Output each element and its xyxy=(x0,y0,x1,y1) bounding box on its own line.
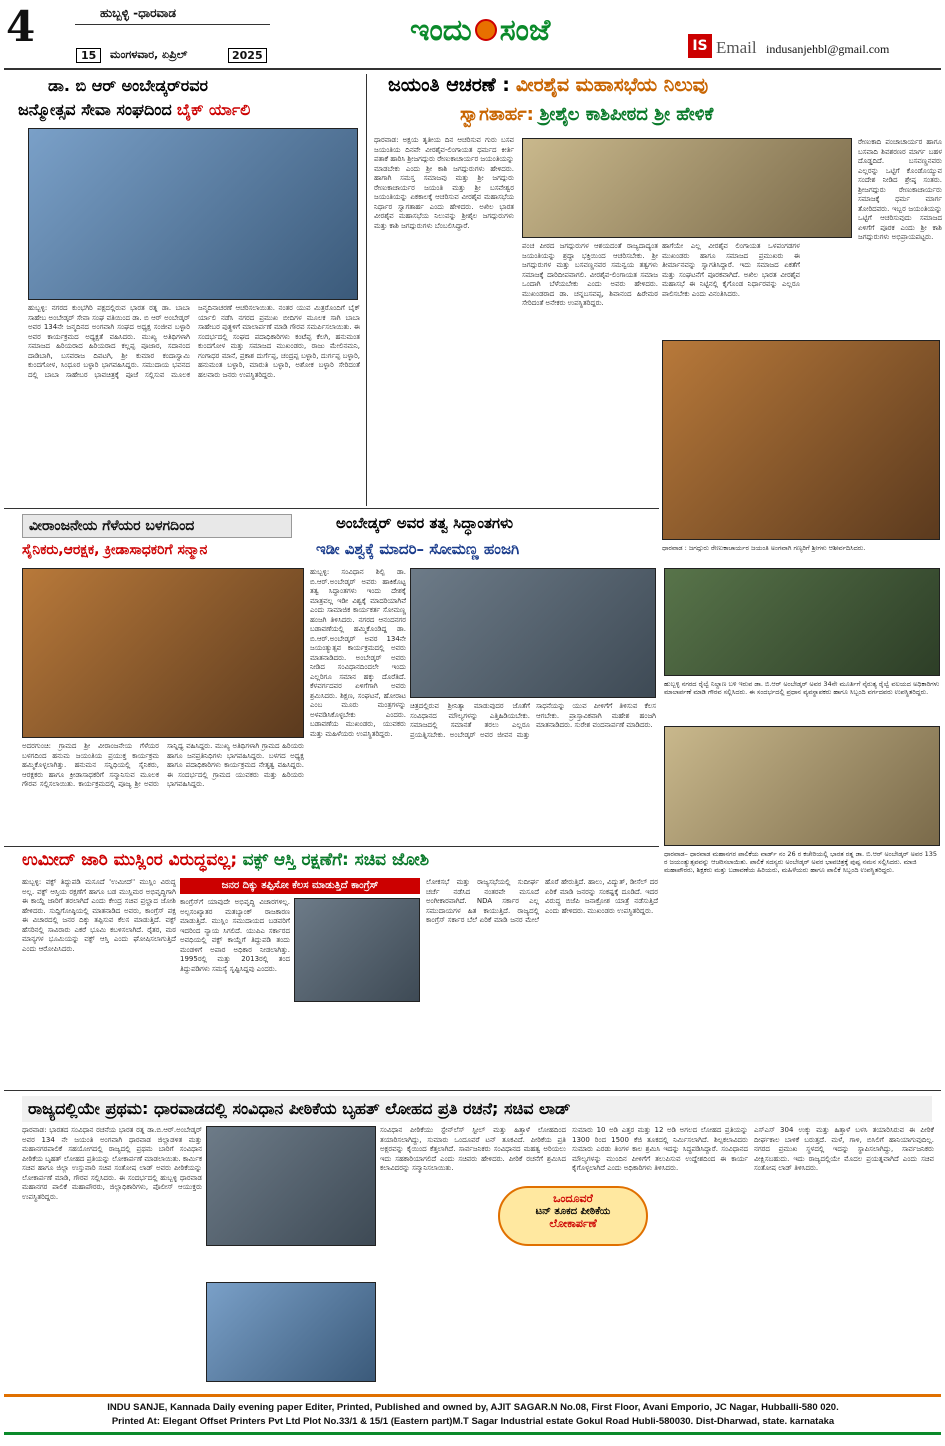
rally-body: ಹುಬ್ಬಳ್ಳಿ: ನಗರದ ಕುಂಭಗಿರಿ ಪಕ್ಷದಲ್ಲಿರುವ ಭಾರತ ರತ್ನ ಡಾ. ಬಾಬಾ ಸಾಹೇಬ ಅಂಬೇಡ್ಕರ್ ಸೇವಾ ಸಂಘ ವತಿಯಿಂದ ಡಾ. ಬಿ ಆರ್ ಅಂಬೇಡ್ಕರ್ ಅವರ 134ನೇ ಜನ್ಮದಿನದ ಅಂಗವಾಗಿ ಸಂಘದ ಅಧ್ಯಕ್ಷ ಸಂಜೀವ ಬಳ್ಳಾರಿ ಅವರ ಕಾರ್ಯಕ್ರಮದ ಅಧ್ಯಕ್ಷತೆ ವಹಿಸಿದರು. ಮುಖ್ಯ ಅತಿಥಿಗಳಾಗಿ ಸಮಾಜದ ಹಿರಿಯರಾದ ಹಿರಿಯರಾದ ಕಲ್ಲಪ್ಪ ಪೂಜಾರ, ಸದಾನಂದ ದಾಡಿಬಾಗಿ, ಬಸವರಾಜ ದಿವಟಗಿ, ಶ್ರೀ ಕುಮಾರ ಕಂದಾಸ್ವಾಮಿ ಕುಂದಗೋಳ, ಸಿಂಧೂರ ಬಳ್ಳಾರಿ ಭಾಗವಹಿಸಿದ್ದರು. ಸಮುದಾಯ ಭವನದ ದಲ್ಲಿ ಬಾಬಾ ಸಾಹೇಬರ ಭಾವಚಿತ್ರಕ್ಕೆ ಪೂಜೆ ಸಲ್ಲಿಸುವ ಮೂಲಕ ಜನ್ಮದಿನಾಚರಣೆ ಆಚರಿಸಲಾಯಿತು. ನಂತರ ಯುವ ಮಿತ್ರರೊಂದಿಗೆ ಬೈಕ್ ರ್ಯಾಲಿ ನಡೆಸಿ ನಗರದ ಪ್ರಮುಖ ಬೀದಿಗಳ ಮೂಲಕ ಸಾಗಿ ಬಾಬಾ ಸಾಹೇಬರ ಪುತ್ಥಳಿಗೆ ಮಾಲಾರ್ಪಣೆ ಮಾಡಿ ಗೌರವ ಸಮರ್ಪಿಸಲಾಯಿತು. ಈ ಸಂದರ್ಭದಲ್ಲಿ ಸಂಘದ ಪದಾಧಿಕಾರಿಗಳು ಕಂಟೆಪ್ಪ ಕೆಲಗಿ, ಹನುಮಂತ ಕುಂದಗೋಳ ಮತ್ತು ಸಮಾಜದ ಮುಖಂಡರು, ರಾಜು ಮೇಲಿನಮನಿ, ಗಂಗಾಧರ ಮಾನೆ, ಪ್ರಕಾಶ ದುರ್ಗೆಪ್ಪ, ಚಂದ್ರಪ್ಪ ಬಳ್ಳಾರಿ, ದುರ್ಗಪ್ಪ ಬಳ್ಳಾರಿ, ಹನುಮಂತ ಬಳ್ಳಾರಿ, ಮಾರುತಿ ಬಳ್ಳಾರಿ, ಅಶೋಕ ಬಳ್ಳಾರಿ ಸೇರಿದಂತೆ ಹಲವಾರು ಜನರು ಉಪಸ್ಥಿತರಿದ್ದರು. xyxy=(28,304,360,379)
newspaper-logo xyxy=(410,10,550,50)
date-year: 2025 xyxy=(228,48,267,63)
model-headline-highlight: ಇಡೀ ವಿಶ್ವಕ್ಕೆ ಮಾದರಿ– ಸೋಮಣ್ಣ ಹಂಜಗಿ xyxy=(316,540,520,558)
lad-body-col3: ಸುಮಾರು 10 ಅಡಿ ಎತ್ತರ ಮತ್ತು 12 ಅಡಿ ಅಗಲದ ಲೋಹದ ಪ್ರತಿಯನ್ನು 1300 ರಿಂದ 1500 ಕೆಜಿ ತೂಕದಲ್ಲಿ ನಿರ್ಮಿಸಲಾಗಿದೆ. ಶಿಲ್ಪಕಲಾವಿದರು ಸುಮಾರು ಎರಡು ತಿಂಗಳ ಕಾಲ ಶ್ರಮಿಸಿ ಇದನ್ನು ಸಿದ್ಧಪಡಿಸಿದ್ದಾರೆ. ಸಂವಿಧಾನದ ಮೌಲ್ಯಗಳನ್ನು ಮುಂದಿನ ಪೀಳಿಗೆಗೆ ತಲುಪಿಸುವ ಉದ್ದೇಶದಿಂದ ಈ ಕಾರ್ಯ ಕೈಗೊಳ್ಳಲಾಗಿದೆ ಎಂದು ಅಧಿಕಾರಿಗಳು ತಿಳಿಸಿದರು. xyxy=(572,1126,748,1172)
jayanti-body-col4: ರೇಣುಕಾದಿ ಪಂಚಾಚಾರ್ಯರ ಹಾಗೂ ಬಸವಾದಿ ಶಿವಶರಣರ ಮಾರ್ಗ ಬಹಳ ದೊಡ್ಡದಿದೆ. ಬಸವಣ್ಣನವರು ಎಲ್ಲರನ್ನು ಒಟ್ಟಿಗೆ ಕೊಂಡೊಯ್ಯುವ ಸಂದೇಶ ನೀಡಿದ ಶ್ರೇಷ್ಠ ಸಂತರು. ಶ್ರೀಜಗದ್ಗುರು ರೇಣುಕಾಚಾರ್ಯರು ಸಮಾಜಕ್ಕೆ ಧರ್ಮ ಮಾರ್ಗ ತೋರಿದವರು. ಇಬ್ಬರ ಜಯಂತಿಯನ್ನು ಒಟ್ಟಿಗೆ ಆಚರಿಸುವುದು ಸಮಾಜದ ಏಳಿಗೆಗೆ ಪೂರಕ ಎಂದು ಶ್ರೀ ಕಾಶಿ ಜಗದ್ಗುರುಗಳು ಅಭಿಪ್ರಾಯಪಟ್ಟರು. xyxy=(858,138,942,241)
article-lad xyxy=(8,1094,941,1392)
lad-body-col4: ಎಸ್ಎಸ್ 304 ಉಕ್ಕು ಮತ್ತು ಹಿತ್ತಾಳೆ ಬಳಸಿ ತಯಾರಿಸಿರುವ ಈ ಪೀಠಿಕೆ ದೀರ್ಘಕಾಲ ಬಾಳಿಕೆ ಬರುತ್ತದೆ. ಮಳೆ, ಗಾಳಿ, ಬಿಸಿಲಿಗೆ ಹಾನಿಯಾಗುವುದಿಲ್ಲ. ನಗರದ ಪ್ರಮುಖ ಸ್ಥಳದಲ್ಲಿ ಇದನ್ನು ಸ್ಥಾಪಿಸಲಾಗಿದ್ದು, ಸಾರ್ವಜನಿಕರು ವೀಕ್ಷಿಸಬಹುದು. ಇದು ರಾಜ್ಯದಲ್ಲಿಯೇ ಮೊದಲ ಪ್ರಯತ್ನವಾಗಿದೆ ಎಂದು ಸಚಿವ ಸಂತೋಷ ಲಾಡ್ ತಿಳಿಸಿದರು. xyxy=(754,1126,934,1172)
footer-line1: INDU SANJE, Kannada Daily evening paper Editer, Printed, Published and owned by, AJIT SAGAR.N No.08, First Floor, Avani Emporio, JC Nagar, Hubballi-580 020. xyxy=(107,1402,839,1413)
joshi-box: ಜನರ ದಿಕ್ಕು ತಪ್ಪಿಸೋ ಕೆಲಸ ಮಾಡುತ್ತಿದೆ ಕಾಂಗ್ರೆಸ್ xyxy=(180,878,420,894)
veeranjaneya-headline-highlight: ಸೈನಿಕರು,ಆರಕ್ಷಕ, ಕ್ರೀಡಾಸಾಧಕರಿಗೆ ಸನ್ಮಾನ xyxy=(22,542,208,558)
lad-body-col2: ಸಂವಿಧಾನ ಪೀಠಿಕೆಯು ಸ್ಟೇನ್‌ಲೆಸ್ ಸ್ಟೀಲ್ ಮತ್ತು ಹಿತ್ತಾಳೆ ಲೋಹದಿಂದ ತಯಾರಿಸಲಾಗಿದ್ದು, ಸುಮಾರು ಒಂದೂವರೆ ಟನ್ ತೂಕವಿದೆ. ಪೀಠಿಕೆಯ ಪ್ರತಿ ಅಕ್ಷರವನ್ನು ಕೈಯಿಂದ ಕೆತ್ತಲಾಗಿದೆ. ಸಾರ್ವಜನಿಕರು ಸಂವಿಧಾನದ ಮಹತ್ವ ಅರಿಯಲು ಇದು ಸಹಕಾರಿಯಾಗಲಿದೆ ಎಂದು ಸಚಿವರು ಹೇಳಿದರು. ಪೀಠಿಕೆ ರಚನೆಗೆ ಶ್ರಮಿಸಿದ ಕಲಾವಿದರನ್ನು ಸನ್ಮಾನಿಸಲಾಯಿತು. xyxy=(380,1126,566,1172)
jayanti-subhead: ಸ್ವಾಗತಾರ್ಹ: ಶ್ರೀಶೈಲ ಕಾಶಿಪೀಠದ ಶ್ರೀ ಹೇಳಿಕೆ xyxy=(460,104,714,125)
model-body: ಹುಬ್ಬಳ್ಳಿ: ಸಂವಿಧಾನ ಶಿಲ್ಪಿ ಡಾ. ಬಿ.ಆರ್.ಅಂಬೇಡ್ಕರ್ ಅವರು ಹಾಕಿಕೊಟ್ಟ ತತ್ವ ಸಿದ್ಧಾಂತಗಳು ಇಂದು ದೇಶಕ್ಕೆ ಮಾತ್ರವಲ್ಲ ಇಡೀ ವಿಶ್ವಕ್ಕೆ ಮಾದರಿಯಾಗಿವೆ ಎಂದು ಸಾಮಾಜಿಕ ಕಾರ್ಯಕರ್ತ ಸೋಮಣ್ಣ ಹಂಜಗಿ ತಿಳಿಸಿದರು. ನಗರದ ಆನಂದನಗರ ಬಡಾವಣೆಯಲ್ಲಿ ಹಮ್ಮಿಕೊಂಡಿದ್ದ ಡಾ. ಬಿ.ಆರ್.ಅಂಬೇಡ್ಕರ್ ಅವರ 134ನೇ ಜಯಂತ್ಯುತ್ಸವ ಕಾರ್ಯಕ್ರಮದಲ್ಲಿ ಅವರು ಮಾತನಾಡಿದರು. ಅಂಬೇಡ್ಕರ್ ಅವರು ನೀಡಿದ ಸಂವಿಧಾನದಿಂದಲೇ ಇಂದು ಎಲ್ಲರಿಗೂ ಸಮಾನ ಹಕ್ಕು ದೊರೆತಿದೆ. ಕೆಳವರ್ಗದವರ ಏಳಿಗೆಗಾಗಿ ಅವರು ಶ್ರಮಿಸಿದರು. ಶಿಕ್ಷಣ, ಸಂಘಟನೆ, ಹೋರಾಟ ಎಂಬ ಮೂರು ಮಂತ್ರಗಳನ್ನು ಅಳವಡಿಸಿಕೊಳ್ಳಬೇಕು ಎಂದರು. ಬಡಾವಣೆಯ ಮುಖಂಡರು, ಯುವಕರು ಮತ್ತು ಮಹಿಳೆಯರು ಉಪಸ್ಥಿತರಿದ್ದರು. xyxy=(310,568,406,738)
jayanti-body-col1: ಧಾರವಾಡ: ಅಕ್ಷಯ ತೃತೀಯ ದಿನ ಆಚರಿಸುವ ಗುರು ಬಸವ ಜಯಂತಿಯ ದಿನವೇ ವೀರಶೈವ-ಲಿಂಗಾಯತ ಧರ್ಮದ ಕೀರ್ತಿ ಪತಾಕೆ ಹಾರಿಸಿ ಶ್ರೀಜಗದ್ಗುರು ರೇಣುಕಾಚಾರ್ಯರ ಜಯಂತಿಯನ್ನು ಮಾಡಬೇಕು ಎಂದು ಶ್ರೀ ಕಾಶಿ ಜಗದ್ಗುರುಗಳು ಹೇಳಿದರು. ಹಾಗಾಗಿ ಸಮಸ್ತ ಸಮಾಜವು ಮತ್ತು ಶ್ರೀ ಜಗದ್ಗುರು ರೇಣುಕಾಚಾರ್ಯರ ಜಯಂತಿ ಮತ್ತು ಶ್ರೀ ಬಸವೇಶ್ವರ ಜಯಂತಿಯನ್ನು ಏಕಕಾಲಕ್ಕೆ ಆಚರಿಸುವ ವೀರಶೈವ ಮಹಾಸಭೆಯ ನಿರ್ಧಾರ ಸ್ವಾಗತಾರ್ಹ ಎಂದು ಹೇಳಿದರು. ಅಖಿಲ ಭಾರತ ವೀರಶೈವ ಮಹಾಸಭೆಯ ನಿಲುವನ್ನು ಶ್ರೀಶೈಲ ಜಗದ್ಗುರುಗಳು ಮತ್ತು ಕಾಶಿ ಜಗದ್ಗುರುಗಳು ಬೆಂಬಲಿಸಿದ್ದಾರೆ. xyxy=(374,136,514,230)
railway-caption: ಹುಬ್ಬಳ್ಳಿ ನಗರದ ರೈಲ್ವೆ ನಿಲ್ದಾಣ ಬಳಿ ಇರುವ ಡಾ. ಬಿ.ಆರ್ ಅಂಬೇಡ್ಕರ್ ಅವರ 34ನೇ ಮೂರ್ತಿಗೆ ನೈರುತ್ಯ ರೈಲ್ವೆ ವಲಯದ ಅಧಿಕಾರಿಗಳು ಮಾಲಾರ್ಪಣೆ ಮಾಡಿ ಗೌರವ ಸಲ್ಲಿಸಿದರು. ಈ ಸಂದರ್ಭದಲ್ಲಿ ಪ್ರಧಾನ ವ್ಯವಸ್ಥಾಪಕರು ಹಾಗೂ ಸಿಬ್ಬಂದಿ ವರ್ಗದವರು ಉಪಸ್ಥಿತರಿದ್ದರು. xyxy=(664,680,940,696)
sun-icon xyxy=(475,19,497,41)
joshi-body-col3: ಲೋಕಸಭೆ ಮತ್ತು ರಾಜ್ಯಸಭೆಯಲ್ಲಿ ಸುದೀರ್ಘ ಚರ್ಚೆ ನಡೆಸಿದ ನಂತರವೇ ಮಸೂದೆ ಅಂಗೀಕಾರವಾಗಿದೆ. NDA ಸರ್ಕಾರ ಎಲ್ಲ ಸಮುದಾಯಗಳ ಹಿತ ಕಾಯುತ್ತಿದೆ. ರಾಜ್ಯದಲ್ಲಿ ಕಾಂಗ್ರೆಸ್ ಸರ್ಕಾರ ಬೆಲೆ ಏರಿಕೆ ಮಾಡಿ ಜನರ ಮೇಲೆ ಹೊರೆ ಹೇರುತ್ತಿದೆ. ಹಾಲು, ವಿದ್ಯುತ್, ಡೀಸೆಲ್ ದರ ಏರಿಕೆ ಮಾಡಿ ಜನರನ್ನು ಸಂಕಷ್ಟಕ್ಕೆ ದೂಡಿದೆ. ಇದರ ವಿರುದ್ಧ ಬಿಜೆಪಿ ಜನಾಕ್ರೋಶ ಯಾತ್ರೆ ನಡೆಸುತ್ತಿದೆ ಎಂದು ಹೇಳಿದರು. ಮುಖಂಡರು ಉಪಸ್ಥಿತರಿದ್ದರು. xyxy=(426,878,658,924)
footer-line2: Printed At: Elegant Offset Printers Pvt Ltd Plot No.33/1 & 15/1 (Eastern part)M.T Sagar Industrial estate Gokul Road Hubli-580030. Dist-Dharwad, state. karnataka xyxy=(111,1416,835,1427)
lad-preamble-photo xyxy=(206,1126,376,1246)
jayanti-headline: ಜಯಂತಿ ಆಚರಣೆ : ವೀರಶೈವ ಮಹಾಸಭೆಯ ನಿಲುವು xyxy=(388,74,709,96)
joshi-headline: ಉಮೀದ್ ಜಾರಿ ಮುಸ್ಲಿಂರ ವಿರುದ್ಧವಲ್ಲ; ವಕ್ಫ್ ಆಸ್ತಿ ರಕ್ಷಣೆಗೆ: ಸಚಿವ ಜೋಶಿ xyxy=(22,850,430,870)
jayanti-event-photo-main xyxy=(662,340,940,540)
rally-headline-line1: ಡಾ. ಬಿ ಆರ್ ಅಂಬೇಡ್ಕರ್‌ರವರ xyxy=(48,76,208,95)
jayanti-caption: ಧಾರವಾಡ : ಜಗದ್ಗುರು ರೇಣುಕಾಚಾರ್ಯರ ಜಯಂತಿ ಅಂಗವಾಗಿ ಗಣ್ಯರಿಗೆ ಶ್ರೀಗಳು ಆಶೀರ್ವದಿಸಿದರು. xyxy=(662,544,866,552)
article-joshi xyxy=(8,848,658,1088)
footer xyxy=(0,1394,945,1446)
masthead xyxy=(0,0,945,70)
veeranjaneya-headline-line1: ವೀರಾಂಜನೇಯ ಗೆಳೆಯರ ಬಳಗದಿಂದ xyxy=(22,514,292,538)
palike-photo xyxy=(664,726,940,846)
jayanti-body-col2: ಪಂಚ ಪೀಠದ ಜಗದ್ಗುರುಗಳ ಆಶಯದಂತೆ ರಾಜ್ಯದಾದ್ಯಂತ ಜಯಂತಿಯನ್ನು ಶ್ರದ್ಧಾ ಭಕ್ತಿಯಿಂದ ಆಚರಿಸಬೇಕು. ಶ್ರೀ ಜಗದ್ಗುರುಗಳ ಮತ್ತು ಬಸವಣ್ಣನವರ ಸಮನ್ವಯ ತತ್ವಗಳು ಸಮಾಜಕ್ಕೆ ದಾರಿದೀಪವಾಗಲಿ. ವೀರಶೈವ-ಲಿಂಗಾಯತ ಸಮಾಜ ಒಂದಾಗಿ ಬೆಳೆಯಬೇಕು ಎಂದು ಅವರು ಹೇಳಿದರು. ಮುಖಂಡರಾದ ಡಾ. ಚನ್ನಬಸವಪ್ಪ, ಶಿವಾನಂದ ಹಿರೇಮಠ ಸೇರಿದಂತೆ ಅನೇಕರು ಉಪಸ್ಥಿತರಿದ್ದರು. xyxy=(522,242,658,307)
edition-label: ಹುಬ್ಬಳ್ಳಿ -ಧಾರವಾಡ xyxy=(100,6,176,20)
rally-headline-highlight: ಬೈಕ್ ರ್ಯಾಲಿ xyxy=(176,100,251,119)
email-icon: IS xyxy=(688,34,712,58)
email-address: indusanjehbl@gmail.com xyxy=(766,42,890,56)
article-ambedkar-rally xyxy=(8,74,364,504)
rally-photo xyxy=(28,128,358,300)
date-text: ಮಂಗಳವಾರ, ಏಪ್ರಿಲ್ xyxy=(110,48,188,61)
article-veeranjaneya xyxy=(8,512,304,842)
page-number: 4 xyxy=(6,2,36,51)
date-day: 15 xyxy=(76,48,101,63)
veeranjaneya-photo xyxy=(22,568,304,738)
lad-ceremony-photo xyxy=(206,1282,376,1382)
logo-text-left: ಇಂದು xyxy=(410,12,472,48)
model-body2: ಚಿತ್ರದಲ್ಲಿರುವ ಶ್ರೀನಿತ್ಯಾ ಮಾಡುವುದರ ಜೊತೆಗೆ ಸಂವಿಧಾನದ ಮೌಲ್ಯಗಳನ್ನು ಎತ್ತಿಹಿಡಿಯಬೇಕು. ಸಮಾಜದಲ್ಲಿ ಸಮಾನತೆ ತರಲು ಎಲ್ಲರೂ ಪ್ರಯತ್ನಿಸಬೇಕು. ಅಂಬೇಡ್ಕರ್ ಅವರ ಜೀವನ ಮತ್ತು ಸಾಧನೆಯನ್ನು ಯುವ ಪೀಳಿಗೆಗೆ ತಿಳಿಸುವ ಕೆಲಸ ಆಗಬೇಕು. ಪ್ರಾಸ್ತಾವಿಕವಾಗಿ ಮಹೇಶ ಹಂಜಗಿ ಮಾತನಾಡಿದರು. ಸುರೇಶ ವಂದನಾರ್ಪಣೆ ಮಾಡಿದರು. xyxy=(410,702,656,739)
veeranjaneya-body: ಅದರಗುಂಚಿ: ಗ್ರಾಮದ ಶ್ರೀ ವೀರಾಂಜನೇಯ ಗೆಳೆಯರ ಬಳಗದಿಂದ ಹನುಮ ಜಯಂತಿಯ ಪ್ರಯುಕ್ತ ಕಾರ್ಯಕ್ರಮ ಹಮ್ಮಿಕೊಳ್ಳಲಾಗಿತ್ತು. ಹನುಮನ ಸನ್ನಿಧಿಯಲ್ಲಿ ಸೈನಿಕರು, ಆರಕ್ಷಕರು ಹಾಗೂ ಕ್ರೀಡಾಸಾಧಕರಿಗೆ ಸನ್ಮಾನಿಸುವ ಮೂಲಕ ಗೌರವ ಸಲ್ಲಿಸಲಾಯಿತು. ಕಾರ್ಯಕ್ರಮದಲ್ಲಿ ಪೂಜ್ಯ ಶ್ರೀ ಅವರು ಸಾನ್ನಿಧ್ಯ ವಹಿಸಿದ್ದರು. ಮುಖ್ಯ ಅತಿಥಿಗಳಾಗಿ ಗ್ರಾಮದ ಹಿರಿಯರು ಹಾಗೂ ಜನಪ್ರತಿನಿಧಿಗಳು ಭಾಗವಹಿಸಿದ್ದರು. ಬಳಗದ ಅಧ್ಯಕ್ಷ ಹಾಗೂ ಪದಾಧಿಕಾರಿಗಳು ಕಾರ್ಯಕ್ರಮದ ನೇತೃತ್ವ ವಹಿಸಿದ್ದರು. ಈ ಸಂದರ್ಭದಲ್ಲಿ ಗ್ರಾಮದ ಯುವಕರು ಮತ್ತು ಹಿರಿಯರು ಭಾಗವಹಿಸಿದ್ದರು. xyxy=(22,742,304,788)
railway-photo xyxy=(664,568,940,676)
model-headline-line1: ಅಂಬೇಡ್ಕರ್ ಅವರ ತತ್ವ ಸಿದ್ಧಾಂತಗಳು xyxy=(336,514,513,532)
joshi-body-col1: ಹುಬ್ಬಳ್ಳಿ: ವಕ್ಫ್ ತಿದ್ದುಪಡಿ ಮಸೂದೆ 'ಉಮೀದ್' ಮುಸ್ಲಿಂ ವಿರುದ್ಧ ಅಲ್ಲ. ವಕ್ಫ್ ಆಸ್ತಿಯ ರಕ್ಷಣೆಗೆ ಹಾಗೂ ಬಡ ಮುಸ್ಲಿಮರ ಅಭಿವೃದ್ಧಿಗಾಗಿ ಈ ಕಾಯ್ದೆ ಜಾರಿಗೆ ತರಲಾಗಿದೆ ಎಂದು ಕೇಂದ್ರ ಸಚಿವ ಪ್ರಲ್ಹಾದ ಜೋಶಿ ಹೇಳಿದರು. ಸುದ್ದಿಗೋಷ್ಠಿಯಲ್ಲಿ ಮಾತನಾಡಿದ ಅವರು, ಕಾಂಗ್ರೆಸ್ ಪಕ್ಷ ಈ ವಿಚಾರದಲ್ಲಿ ಜನರ ದಿಕ್ಕು ತಪ್ಪಿಸುವ ಕೆಲಸ ಮಾಡುತ್ತಿದೆ. ವಕ್ಫ್ ಹೆಸರಿನಲ್ಲಿ ಸಾವಿರಾರು ಎಕರೆ ಭೂಮಿ ಕಬಳಿಸಲಾಗಿದೆ. ರೈತರ, ಮಠ ಮಾನ್ಯಗಳ ಭೂಮಿಯನ್ನು ವಕ್ಫ್ ಆಸ್ತಿ ಎಂದು ಘೋಷಿಸಲಾಗುತ್ತಿದೆ ಎಂದು ಆರೋಪಿಸಿದರು. xyxy=(22,878,176,953)
lad-headline: ರಾಜ್ಯದಲ್ಲಿಯೇ ಪ್ರಥಮ: ಧಾರವಾಡದಲ್ಲಿ ಸಂವಿಧಾನ ಪೀಠಿಕೆಯ ಬೃಹತ್ ಲೋಹದ ಪ್ರತಿ ರಚನೆ; ಸಚಿವ ಲಾಡ್ xyxy=(22,1096,932,1122)
logo-text-right: ಸಂಜೆ xyxy=(499,12,551,48)
lad-box-line2: ಟನ್ ತೂಕದ ಪೀಠಿಕೆಯ xyxy=(535,1206,611,1217)
lad-box-line3: ಲೋಕಾರ್ಪಣೆ xyxy=(549,1217,597,1230)
lad-body-col1: ಧಾರವಾಡ: ಭಾರತದ ಸಂವಿಧಾನ ರಚನೆಯ ಭಾರತ ರತ್ನ ಡಾ.ಬಿ.ಆರ್.ಅಂಬೇಡ್ಕರ್ ಅವರ 134 ನೇ ಜಯಂತಿ ಅಂಗವಾಗಿ ಧಾರವಾಡ ಜಿಲ್ಲಾಡಳಿತ ಮತ್ತು ಮಹಾನಗರಪಾಲಿಕೆ ಸಹಯೋಗದಲ್ಲಿ ರಾಜ್ಯದಲ್ಲಿ ಪ್ರಥಮ ಬಾರಿಗೆ ಸಂವಿಧಾನ ಪೀಠಿಕೆಯ ಬೃಹತ್ ಲೋಹದ ಪ್ರತಿಯನ್ನು ಲೋಕಾರ್ಪಣೆ ಮಾಡಲಾಯಿತು. ಕಾರ್ಮಿಕ ಸಚಿವ ಹಾಗೂ ಜಿಲ್ಲಾ ಉಸ್ತುವಾರಿ ಸಚಿವ ಸಂತೋಷ ಲಾಡ್ ಅವರು ಪೀಠಿಕೆಯನ್ನು ಲೋಕಾರ್ಪಣೆ ಮಾಡಿ, ಗೌರವ ಸಲ್ಲಿಸಿದರು. ಈ ಸಂದರ್ಭದಲ್ಲಿ ಹುಬ್ಬಳ್ಳಿ ಧಾರವಾಡ ಮಹಾನಗರ ಪಾಲಿಕೆ ಮಹಾಪೌರರು, ಜಿಲ್ಲಾಧಿಕಾರಿಗಳು, ಪೊಲೀಸ್ ಆಯುಕ್ತರು ಉಪಸ್ಥಿತರಿದ್ದರು. xyxy=(22,1126,202,1201)
jayanti-body-col3: ಹಾಗೆಯೇ ಎಲ್ಲ ವೀರಶೈವ ಲಿಂಗಾಯತ ಒಳಪಂಗಡಗಳ ಮುಖಂಡರು ಹಾಗೂ ಸಮಾಜದ ಪ್ರಮುಖರು ಈ ತೀರ್ಮಾನವನ್ನು ಸ್ವಾಗತಿಸಿದ್ದಾರೆ. ಇದು ಸಮಾಜದ ಏಕತೆಗೆ ಮತ್ತು ಸಂಘಟನೆಗೆ ಪೂರಕವಾಗಿದೆ. ಅಖಿಲ ಭಾರತ ವೀರಶೈವ ಮಹಾಸಭೆ ಈ ನಿಟ್ಟಿನಲ್ಲಿ ಕೈಗೊಂಡ ನಿರ್ಧಾರವನ್ನು ಎಲ್ಲರೂ ಪಾಲಿಸಬೇಕು ಎಂದು ವಿನಂತಿಸಿದರು. xyxy=(662,242,800,298)
email-label: Email xyxy=(716,38,757,57)
palike-caption: ಧಾರವಾಡ– ಧಾರವಾಡ ಮಹಾನಗರ ಪಾಲಿಕೆಯ ವಾರ್ಡ್ ನಂ 26 ರ ಕಚೇರಿಯಲ್ಲಿ ಭಾರತ ರತ್ನ ಡಾ. ಬಿ.ಆರ್ ಅಂಬೇಡ್ಕರ್ ಅವರ 135 ರ ಜಯಂತ್ಯುತ್ಸವವನ್ನು ಆಚರಿಸಲಾಯಿತು. ಪಾಲಿಕೆ ಸದಸ್ಯರು ಅಂಬೇಡ್ಕರ್ ಅವರ ಭಾವಚಿತ್ರಕ್ಕೆ ಪುಷ್ಪ ನಮನ ಸಲ್ಲಿಸಿದರು. ಮಾಜಿ ಮಹಾಪೌರರು, ಶಿಕ್ಷಕರು ಮತ್ತು ಬಡಾವಣೆಯ ಹಿರಿಯರು, ಮಹಿಳೆಯರು ಹಾಗೂ ಪಾಲಿಕೆ ಸಿಬ್ಬಂದಿ ಉಪಸ್ಥಿತರಿದ್ದರು. xyxy=(664,850,937,874)
jayanti-swamiji-photo xyxy=(522,138,852,238)
model-photo xyxy=(410,568,656,698)
joshi-body-col2: ಕಾಂಗ್ರೆಸ್‌ಗೆ ಯಾವುದೇ ಅಭಿವೃದ್ಧಿ ವಿಚಾರಗಳಿಲ್ಲ. ಅಲ್ಪಸಂಖ್ಯಾತರ ಮತಬ್ಯಾಂಕ್ ರಾಜಕಾರಣ ಮಾಡುತ್ತಿದೆ. ಮುಸ್ಲಿಂ ಸಮುದಾಯದ ಬಡವರಿಗೆ ಇದರಿಂದ ನ್ಯಾಯ ಸಿಗಲಿದೆ. ಯುಪಿಎ ಸರ್ಕಾರದ ಅವಧಿಯಲ್ಲಿ ವಕ್ಫ್ ಕಾಯ್ದೆಗೆ ತಿದ್ದುಪಡಿ ತಂದು ಮಂಡಳಿಗೆ ಅಪಾರ ಅಧಿಕಾರ ನೀಡಲಾಗಿತ್ತು. 1995ರಲ್ಲಿ ಮತ್ತು 2013ರಲ್ಲಿ ತಂದ ತಿದ್ದುಪಡಿಗಳು ಸಮಸ್ಯೆ ಸೃಷ್ಟಿಸಿದ್ದವು ಎಂದರು. xyxy=(180,898,290,973)
lad-box-line1: ಒಂದೂವರೆ xyxy=(553,1192,593,1205)
article-ambedkar-model xyxy=(306,512,658,842)
rally-headline-line2: ಜನ್ಮೋತ್ಸವ ಸೇವಾ ಸಂಘದಿಂದ ಬೈಕ್ ರ್ಯಾಲಿ xyxy=(18,100,251,119)
joshi-photo xyxy=(294,898,420,1002)
